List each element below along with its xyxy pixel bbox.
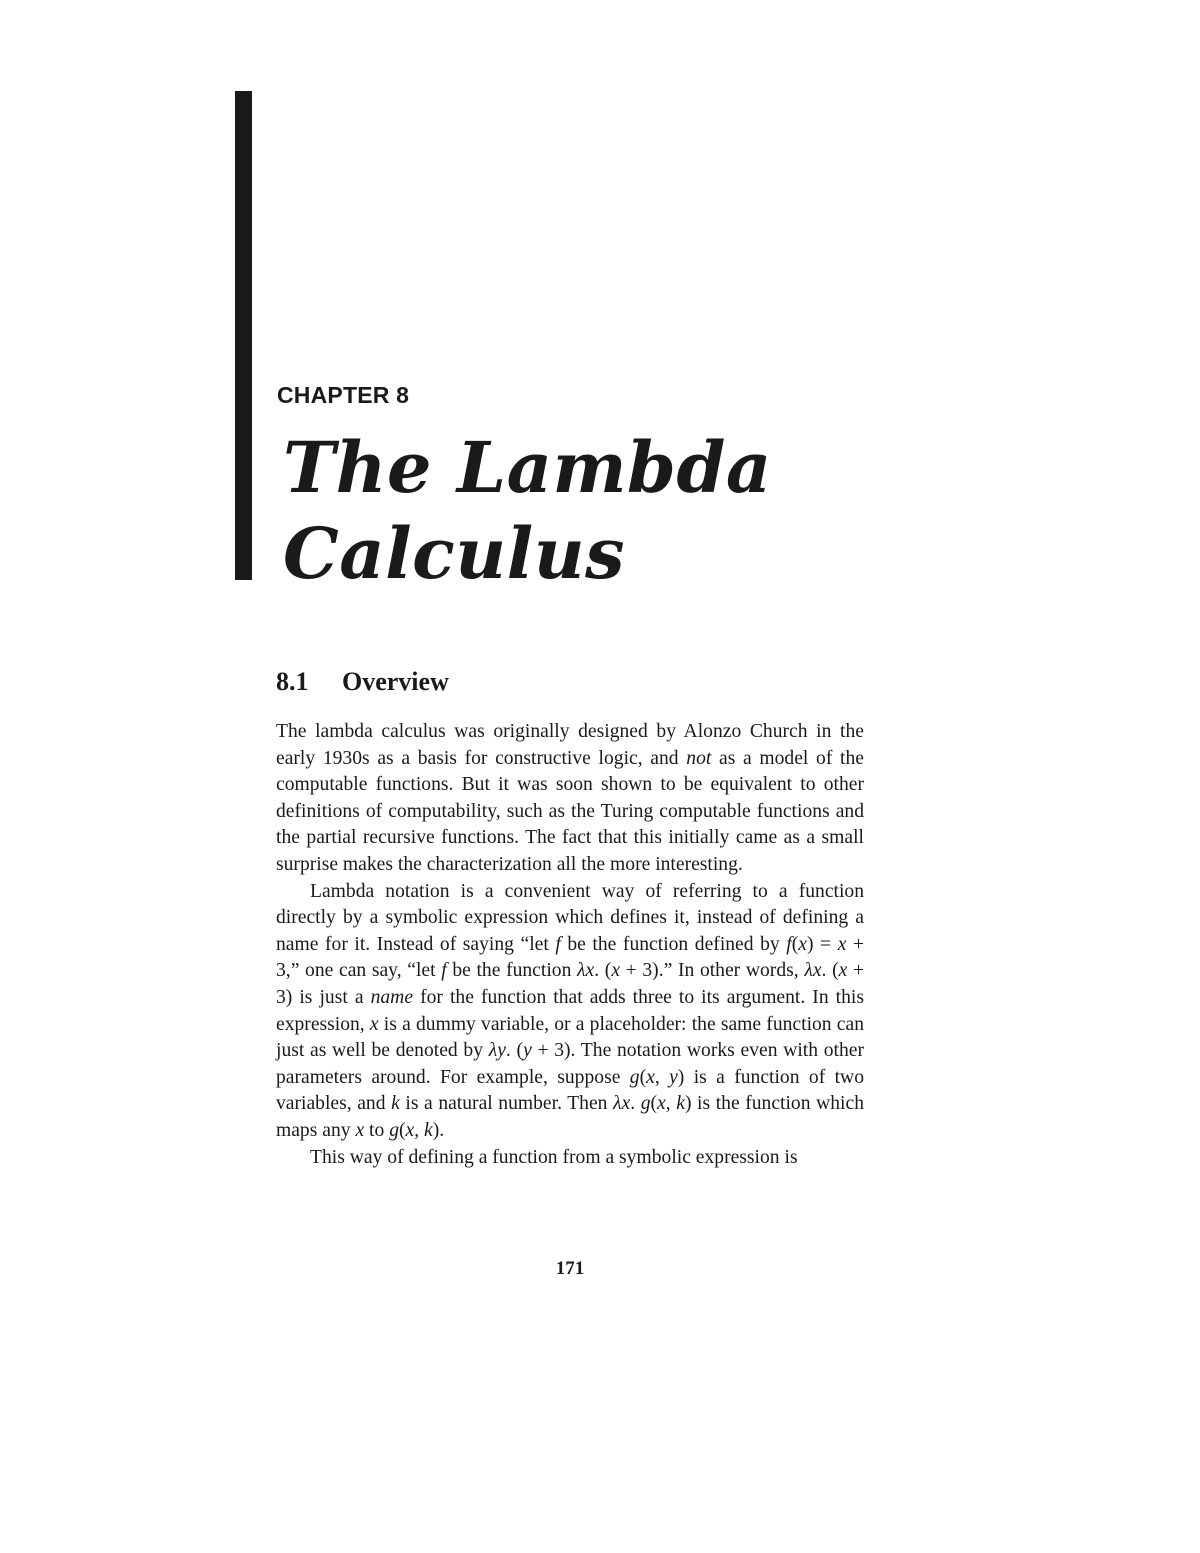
italic-text: x [798, 933, 807, 955]
section-title: Overview [342, 667, 449, 696]
body-text [276, 719, 864, 1171]
italic-text: x [611, 960, 621, 982]
chapter-title-line-2: Calculus [283, 512, 626, 595]
text-run: , [414, 1119, 425, 1141]
italic-text: k [391, 1093, 400, 1115]
chapter-title [283, 425, 923, 597]
text-run: ) is a function of two variables, and [276, 1066, 864, 1115]
text-run: Lambda notation is a convenient way of referring to a function directly by a symbolic expression which defines it, instead of defining a name for it. Instead of saying “let [276, 880, 864, 955]
italic-text: x [355, 1119, 365, 1141]
text-run: to [364, 1119, 390, 1141]
page-number: 171 [555, 1258, 585, 1279]
text-run: + 3) is just a [276, 960, 865, 1008]
italic-text: x [838, 960, 848, 982]
italic-text: λx [804, 960, 822, 982]
text-run: , [654, 1066, 670, 1088]
text-run: . ( [505, 1040, 524, 1062]
italic-text: y [523, 1040, 532, 1062]
italic-text: λy [488, 1040, 506, 1062]
text-run: ( [791, 933, 799, 955]
chapter-label: CHAPTER 8 [277, 382, 410, 408]
text-run: . [630, 1093, 641, 1115]
text-run: . ( [821, 960, 839, 982]
text-run: ) is the function which maps any [276, 1093, 864, 1141]
italic-text: x [646, 1066, 655, 1088]
text-run: ( [639, 1066, 647, 1088]
text-run: . ( [594, 960, 612, 982]
italic-text: k [676, 1093, 685, 1115]
text-run: + 3).” In other words, [620, 960, 805, 982]
italic-text: f [555, 933, 561, 955]
text-run: be the function [446, 960, 578, 982]
italic-text: λx [613, 1093, 631, 1115]
text-run: ) = [806, 933, 838, 955]
chapter-title-line-1: The Lambda [283, 426, 772, 509]
text-run: as a model of the computable functions. But it was soon shown to be equivalent to other definitions of computability, such as the Turing computable functions and the partial recursive functions. The fact that this initially came as a small surprise makes the characterization all the more interesting. [276, 747, 864, 875]
text-run: is a natural number. Then [399, 1093, 614, 1115]
italic-text: λx [577, 960, 595, 982]
text-run: + 3). The notation works even with other parameters around. For example, suppose [276, 1040, 864, 1088]
italic-text: x [405, 1119, 415, 1141]
italic-text: x [369, 1013, 379, 1035]
paragraph [276, 1145, 864, 1172]
italic-text: f [786, 933, 792, 955]
text-run: for the function that adds three to its argument. In this expression, [276, 986, 864, 1035]
text-run: ( [650, 1093, 658, 1115]
italic-text: k [424, 1119, 433, 1141]
text-run: be the function defined by [560, 933, 787, 955]
italic-text: g [389, 1119, 399, 1141]
paragraph [276, 879, 864, 1145]
text-run: is a dummy variable, or a placeholder: the same function can just as well be denoted by [276, 1013, 864, 1062]
section-number: 8.1 [276, 667, 309, 696]
text-run: ). [432, 1119, 445, 1141]
italic-text: g [640, 1093, 651, 1115]
italic-text: y [669, 1066, 678, 1088]
chapter-side-bar [235, 91, 252, 580]
italic-text: g [629, 1066, 640, 1088]
paragraph [276, 719, 864, 879]
italic-text: not [686, 747, 712, 769]
text-run: This way of defining a function from a symbolic expression is [310, 1146, 798, 1168]
italic-text: x [657, 1093, 666, 1115]
text-run: , [665, 1093, 677, 1115]
italic-text: x [837, 933, 847, 955]
italic-text: name [370, 986, 414, 1008]
text-run: + 3,” one can say, “let [276, 933, 865, 982]
text-run: ( [399, 1119, 406, 1141]
section-heading [276, 666, 449, 697]
italic-text: f [441, 960, 447, 982]
text-run: The lambda calculus was originally designed by Alonzo Church in the early 1930s as a basis for constructive logic, and [276, 721, 864, 769]
